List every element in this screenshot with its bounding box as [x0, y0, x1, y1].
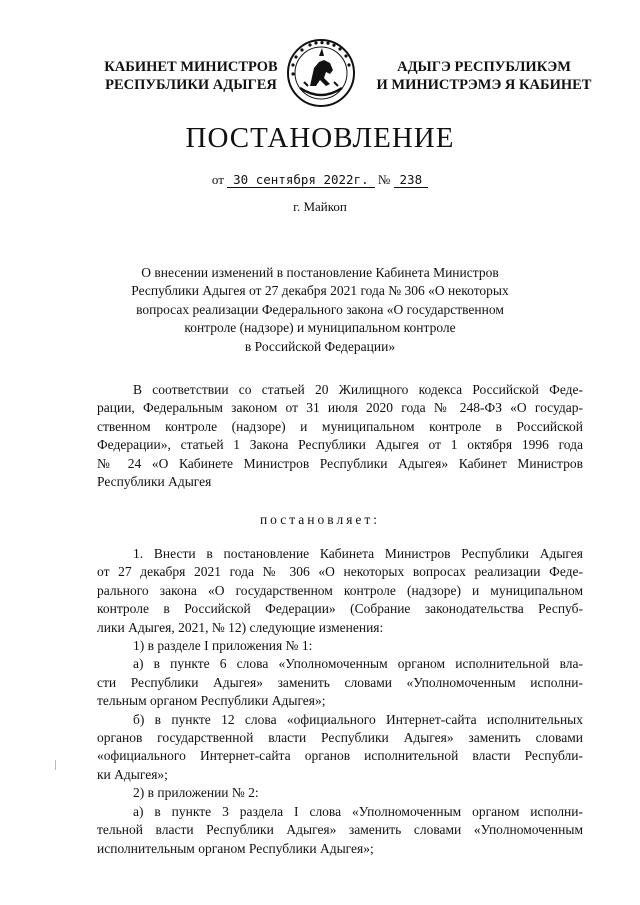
city: г. Майкоп — [293, 199, 347, 214]
preamble-line: № 24 «О Кабинете Министров Республики Адыгея» Кабинет Министров — [97, 455, 583, 471]
preamble-line: В соответствии со статьей 20 Жилищного кодекса Российской Феде- — [133, 382, 583, 397]
subject-line: в Российской Федерации» — [244, 338, 396, 354]
document-number: 238 — [394, 172, 429, 188]
body-line: б) в пункте 12 слова «официального Интернет-сайта исполнительных — [133, 711, 583, 727]
header-right — [374, 58, 594, 94]
header-left — [96, 58, 286, 94]
document-title: ПОСТАНОВЛЕНИЕ — [185, 122, 455, 154]
preamble-line: Республики Адыгея — [97, 474, 212, 490]
body-line: сти Республики Адыгея» заменить словами «Уполномоченным исполни- — [97, 674, 583, 690]
body-line: органов государственной власти Республики Адыгея» заменить словами — [97, 730, 583, 746]
coat-of-arms-icon — [286, 38, 356, 108]
subject-line: О внесении изменений в постановление Кабинета Министров — [141, 265, 499, 280]
document-date: 30 сентября 2022г. — [227, 172, 374, 188]
body-line: а) в пункте 3 раздела I слова «Уполномоченным органом исполни- — [133, 803, 583, 819]
document-subject — [110, 264, 530, 356]
body-line: от 27 декабря 2021 года № 306 «О некоторых вопросах реализации Феде- — [97, 564, 583, 580]
body-line: лики Адыгея, 2021, № 12) следующие изменения: — [97, 619, 384, 635]
subject-line: контроле (надзоре) и муниципальном контроле — [184, 320, 456, 336]
body-line: тельным органом Республики Адыгея»; — [97, 693, 326, 709]
header-right-line: И МИНИСТРЭМЭ Я КАБИНЕТ — [376, 77, 592, 93]
body-line: ки Адыгея»; — [97, 766, 168, 782]
date-line — [0, 172, 640, 188]
resolves-word: постановляет: — [259, 512, 381, 527]
preamble-line: ственном контроле (надзоре) и муниципальном контроле в Российской — [97, 418, 583, 434]
header-left-line: РЕСПУБЛИКИ АДЫГЕЯ — [105, 77, 277, 93]
body-line: тельной власти Республики Адыгея» заменить словами «Уполномоченным — [97, 822, 583, 838]
number-label: № — [377, 172, 391, 187]
subject-line: вопросах реализации Федерального закона «О государственном — [136, 301, 504, 317]
body-line: «официального Интернет-сайта органов исполнительной власти Республи- — [97, 748, 583, 764]
body-line: исполнительным органом Республики Адыгея»; — [97, 840, 374, 856]
body-line: 2) в приложении № 2: — [133, 785, 259, 801]
header-right-line: АДЫГЭ РЕСПУБЛИКЭМ — [397, 59, 571, 75]
preamble-line: рации, Федеральным законом от 31 июля 2020 года № 248-ФЗ «О государ- — [97, 400, 583, 416]
date-from-label: от — [211, 172, 224, 187]
body-line: 1) в разделе I приложения № 1: — [133, 638, 313, 654]
body-line: рального закона «О государственном контроле (надзоре) и муниципальном — [97, 582, 583, 598]
body-line: контроле в Российской Федерации» (Собрание законодательства Респуб- — [97, 601, 583, 617]
body-line: а) в пункте 6 слова «Уполномоченным органом исполнительной вла- — [133, 656, 583, 672]
subject-line: Республики Адыгея от 27 декабря 2021 года № 306 «О некоторых — [131, 283, 509, 299]
margin-mark — [55, 760, 56, 770]
header-left-line: КАБИНЕТ МИНИСТРОВ — [104, 59, 278, 75]
resolution-body — [97, 545, 583, 858]
preamble — [97, 381, 583, 491]
body-line: 1. Внести в постановление Кабинета Министров Республики Адыгея — [133, 546, 583, 561]
preamble-line: Федерации», статьей 1 Закона Республики Адыгея от 1 октября 1996 года — [97, 437, 583, 453]
